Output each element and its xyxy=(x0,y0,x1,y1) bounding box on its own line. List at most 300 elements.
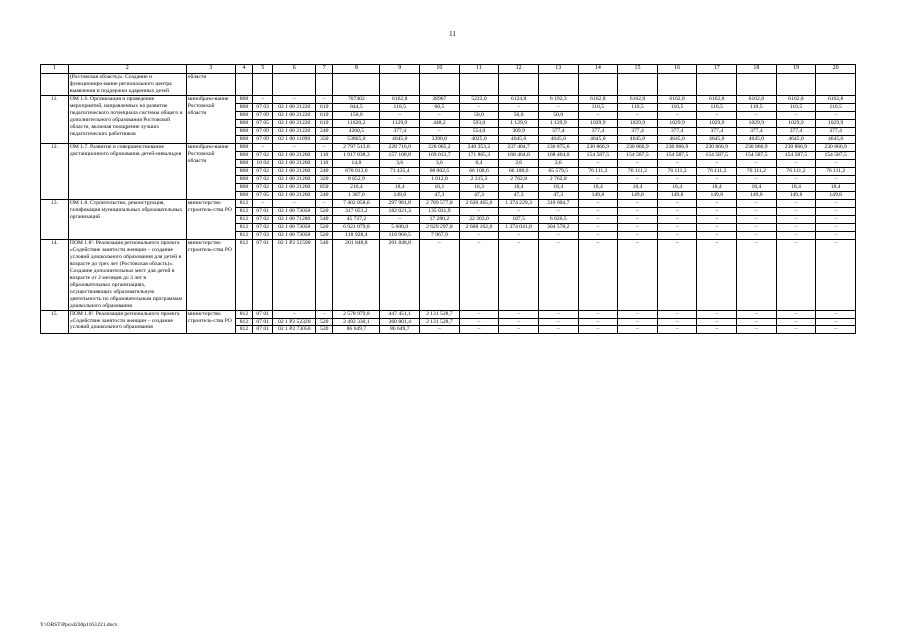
column-header: 8 xyxy=(333,65,380,74)
table-cell: – xyxy=(253,95,273,103)
column-header: 12 xyxy=(499,65,539,74)
table-cell: 2 762,8 xyxy=(538,175,578,183)
table-cell: – xyxy=(380,215,420,223)
table-cell: 168 464,0 xyxy=(499,151,539,159)
table-cell: 02 1 00 73050 xyxy=(273,223,316,231)
table-cell: – xyxy=(776,159,816,167)
table-cell: – xyxy=(618,207,658,215)
table-cell: 1 374 229,3 xyxy=(499,199,539,207)
table-cell: 812 xyxy=(235,326,252,334)
table-row xyxy=(41,143,856,151)
table-cell: 60,5 xyxy=(420,103,460,111)
table-cell: 808 xyxy=(235,127,252,135)
table-cell: 520 xyxy=(316,223,333,231)
table-cell: – xyxy=(499,310,539,318)
table-cell: – xyxy=(657,239,697,310)
row-executor: министерство строитель-ства РО xyxy=(186,199,235,239)
table-cell: 236 875,6 xyxy=(538,143,578,151)
table-cell: – xyxy=(776,199,816,207)
table-cell: 1 387,6 xyxy=(333,191,380,199)
table-cell xyxy=(538,74,578,96)
table-cell: 07 02 xyxy=(253,151,273,159)
row-executor: минобразо-вание Ростовской области xyxy=(186,143,235,199)
table-cell: 812 xyxy=(235,199,252,207)
table-cell: 135 031,9 xyxy=(420,207,460,215)
table-cell xyxy=(618,74,658,96)
table-cell: 540 xyxy=(316,215,333,223)
table-cell: 10 04 xyxy=(253,159,273,167)
column-header: 1 xyxy=(41,65,69,74)
table-cell: 02 1 00 73050 xyxy=(273,207,316,215)
table-cell xyxy=(273,74,316,96)
table-cell: – xyxy=(459,207,499,215)
table-cell: – xyxy=(657,326,697,334)
table-cell: 216,4 xyxy=(333,183,380,191)
table-cell: 149,8 xyxy=(697,191,737,199)
table-cell: 2 315,3 xyxy=(459,175,499,183)
table-cell: 02 1 00 21220 xyxy=(273,103,316,111)
table-cell: 4645,0 xyxy=(380,135,420,143)
table-cell: – xyxy=(578,111,618,119)
table-cell: – xyxy=(697,223,737,231)
table-cell: – xyxy=(618,215,658,223)
table-cell: 844,5 xyxy=(333,103,380,111)
table-cell: – xyxy=(737,223,777,231)
column-header: 2 xyxy=(68,65,186,74)
table-row xyxy=(41,239,856,310)
table-cell: 5222,0 xyxy=(459,95,499,103)
table-cell: 76 111,2 xyxy=(697,167,737,175)
table-cell: 6 026,5 xyxy=(538,215,578,223)
table-cell: 850 xyxy=(316,183,333,191)
table-cell: 07 02 xyxy=(253,167,273,175)
table-cell: 86 649,7 xyxy=(380,326,420,334)
table-cell: 118 928,4 xyxy=(333,231,380,239)
table-cell: – xyxy=(816,175,856,183)
table-cell: 309,9 xyxy=(499,127,539,135)
table-row xyxy=(41,199,856,207)
table-cell: 07 02 xyxy=(253,183,273,191)
table-cell: 228 716,0 xyxy=(380,143,420,151)
table-cell: 07 09 xyxy=(253,111,273,119)
table-cell: 07 02 xyxy=(253,223,273,231)
table-cell: – xyxy=(657,318,697,326)
table-cell: 812 xyxy=(235,231,252,239)
table-cell: 230 866,9 xyxy=(657,143,697,151)
table-cell: 154 587,5 xyxy=(816,151,856,159)
table-cell: 812 xyxy=(235,215,252,223)
table-cell: 18,4 xyxy=(697,183,737,191)
table-cell: – xyxy=(499,318,539,326)
table-cell: 110,5 xyxy=(578,103,618,111)
row-name: ОМ 1.8. Строительство, реконструкция, газификация муниципальных образовательных организаций xyxy=(68,199,186,239)
table-cell: – xyxy=(316,95,333,103)
table-cell: – xyxy=(618,326,658,334)
table-cell xyxy=(459,74,499,96)
table-cell: 149,8 xyxy=(657,191,697,199)
table-cell: 65 579,5 xyxy=(538,167,578,175)
table-cell: 610 xyxy=(316,103,333,111)
table-cell: 168 464,0 xyxy=(538,151,578,159)
row-name: ОМ 1.6. Организация и проведение мероприятий, направленных на развитие педагогического потенциала системы общего и дополнительного образования Ростовской области, включая поощрение лучших педагогических работников xyxy=(68,95,186,143)
table-cell: 4645,0 xyxy=(499,135,539,143)
table-cell: – xyxy=(499,207,539,215)
table-body xyxy=(41,74,856,334)
table-cell: – xyxy=(737,215,777,223)
row-name: ОМ 1.7. Развитие и совершенствование дистанционного образования детей-инвалидов xyxy=(68,143,186,199)
table-cell: 520 xyxy=(316,231,333,239)
table-cell: – xyxy=(380,175,420,183)
table-cell: – xyxy=(578,239,618,310)
table-cell: 2 608 162,0 xyxy=(459,223,499,231)
table-cell: 812 xyxy=(235,318,252,326)
table-cell: 149,8 xyxy=(816,191,856,199)
table-cell: 201 848,8 xyxy=(380,239,420,310)
table-cell: 07 05 xyxy=(253,119,273,127)
table-cell: – xyxy=(737,239,777,310)
column-header: 16 xyxy=(657,65,697,74)
table-cell: – xyxy=(737,199,777,207)
table-cell: 1 012,0 xyxy=(420,175,460,183)
table-cell: 6 921 079,8 xyxy=(333,223,380,231)
table-cell: 812 xyxy=(235,310,252,318)
table-cell: 610 xyxy=(316,119,333,127)
budget-table xyxy=(40,64,856,334)
table-cell xyxy=(333,74,380,96)
table-cell: 3,6 xyxy=(499,159,539,167)
table-cell: – xyxy=(618,231,658,239)
table-cell: 154 587,5 xyxy=(737,151,777,159)
table-cell: 237 404,7 xyxy=(499,143,539,151)
table-cell xyxy=(420,74,460,96)
table-cell xyxy=(816,74,856,96)
table-cell xyxy=(235,74,252,96)
table-cell: 76 111,2 xyxy=(816,167,856,175)
row-name: (Ростовская область)». Создание и функциониро-вание регионального центра выявления и поддержки одаренных детей xyxy=(68,74,186,96)
table-cell: – xyxy=(578,223,618,231)
table-cell: – xyxy=(499,239,539,310)
table-cell: 240 xyxy=(316,191,333,199)
table-cell: 5 000,0 xyxy=(380,223,420,231)
table-cell: 1 374 041,8 xyxy=(499,223,539,231)
table-cell: – xyxy=(816,215,856,223)
table-cell: 6162,8 xyxy=(578,95,618,103)
table-cell: – xyxy=(538,318,578,326)
table-cell: 3,6 xyxy=(420,159,460,167)
table-cell: 360 801,4 xyxy=(380,318,420,326)
table-cell: – xyxy=(273,199,316,207)
table-cell: 448,2 xyxy=(420,119,460,127)
table-cell: 76 111,2 xyxy=(578,167,618,175)
table-cell: – xyxy=(618,318,658,326)
table-cell: – xyxy=(776,111,816,119)
table-cell: – xyxy=(459,239,499,310)
table-cell: 149,8 xyxy=(578,191,618,199)
table-cell: – xyxy=(578,215,618,223)
table-cell: 320 xyxy=(316,175,333,183)
table-cell: – xyxy=(737,310,777,318)
table-cell: 812 xyxy=(235,239,252,310)
table-cell: 53865,0 xyxy=(333,135,380,143)
row-executor: минобразо-вание Ростовской области xyxy=(186,95,235,143)
table-cell: 110,5 xyxy=(776,103,816,111)
table-cell: 02 1 00 73050 xyxy=(273,231,316,239)
table-cell: 149,8 xyxy=(737,191,777,199)
table-cell: 808 xyxy=(235,143,252,151)
table-cell: – xyxy=(578,175,618,183)
table-cell: – xyxy=(816,223,856,231)
table-cell: 86 649,7 xyxy=(333,326,380,334)
table-cell: 110 xyxy=(316,151,333,159)
table-cell: 38967 xyxy=(420,95,460,103)
table-cell: 201 848,8 xyxy=(333,239,380,310)
table-cell: – xyxy=(657,159,697,167)
table-cell: – xyxy=(776,318,816,326)
table-cell: – xyxy=(316,310,333,318)
header-row xyxy=(41,65,856,74)
table-cell: 377,4 xyxy=(776,127,816,135)
table-cell: 812 xyxy=(235,223,252,231)
table-cell: 808 xyxy=(235,103,252,111)
column-header: 5 xyxy=(253,65,273,74)
table-cell: – xyxy=(273,95,316,103)
table-cell: 4645,0 xyxy=(578,135,618,143)
table-cell: 230 866,9 xyxy=(618,143,658,151)
table-cell: 6162,8 xyxy=(697,95,737,103)
table-cell: 297 981,8 xyxy=(380,199,420,207)
table-cell: 6162,8 xyxy=(816,95,856,103)
table-cell: 7 402 858,6 xyxy=(333,199,380,207)
row-executor: области xyxy=(186,74,235,96)
table-cell: 149,8 xyxy=(776,191,816,199)
table-cell: 1 129,9 xyxy=(499,119,539,127)
table-cell: – xyxy=(816,111,856,119)
table-cell: 154 587,5 xyxy=(776,151,816,159)
table-cell: 18,4 xyxy=(657,183,697,191)
table-cell: – xyxy=(459,103,499,111)
table-cell: 169 013,7 xyxy=(420,151,460,159)
table-cell: 11620,2 xyxy=(333,119,380,127)
table-cell: – xyxy=(578,318,618,326)
table-cell: – xyxy=(776,215,816,223)
table-cell: 18,4 xyxy=(499,183,539,191)
column-header: 3 xyxy=(186,65,235,74)
table-cell: 182 021,3 xyxy=(380,207,420,215)
table-cell: 18,4 xyxy=(776,183,816,191)
table-cell: 50,0 xyxy=(499,111,539,119)
table-cell: 47,3 xyxy=(459,191,499,199)
table-cell: 150,0 xyxy=(333,111,380,119)
table-cell: 18,4 xyxy=(578,183,618,191)
table-cell: 02 1 P2 73050 xyxy=(273,326,316,334)
table-cell: 110,5 xyxy=(737,103,777,111)
table-cell: – xyxy=(816,318,856,326)
table-cell: – xyxy=(459,310,499,318)
row-number: 15. xyxy=(41,310,69,334)
table-cell: 6 192,3 xyxy=(538,95,578,103)
table-cell: 4645,0 xyxy=(538,135,578,143)
table-cell: 02 1 00 21260 xyxy=(273,191,316,199)
table-cell: 228 005,2 xyxy=(420,143,460,151)
table-cell xyxy=(737,74,777,96)
table-cell: – xyxy=(816,231,856,239)
table-cell: 07 03 xyxy=(253,231,273,239)
table-cell: 66 108,6 xyxy=(499,167,539,175)
table-cell: 4645,0 xyxy=(657,135,697,143)
table-cell: 520 xyxy=(316,318,333,326)
table-cell: 377,4 xyxy=(697,127,737,135)
table-cell: – xyxy=(737,318,777,326)
table-cell: 50,0 xyxy=(538,111,578,119)
column-header: 6 xyxy=(273,65,316,74)
column-header: 17 xyxy=(697,65,737,74)
table-cell: 154 587,5 xyxy=(657,151,697,159)
table-cell: 4645,0 xyxy=(697,135,737,143)
table-cell: – xyxy=(816,239,856,310)
table-cell: – xyxy=(657,207,697,215)
table-cell: – xyxy=(499,103,539,111)
table-cell: 240 353,2 xyxy=(459,143,499,151)
table-cell xyxy=(776,74,816,96)
table-cell: 230 866,9 xyxy=(776,143,816,151)
table-cell: – xyxy=(776,175,816,183)
table-cell: – xyxy=(253,143,273,151)
table-cell: – xyxy=(578,231,618,239)
table-cell: 07 01 xyxy=(253,318,273,326)
table-cell: 18,4 xyxy=(538,183,578,191)
table-cell: 2 789 577,8 xyxy=(420,199,460,207)
table-cell: – xyxy=(697,310,737,318)
table-cell: 07 09 xyxy=(253,127,273,135)
table-cell: 68 002,5 xyxy=(420,167,460,175)
table-cell: 6162,8 xyxy=(776,95,816,103)
table-cell: 110,5 xyxy=(816,103,856,111)
table-cell: – xyxy=(273,310,316,318)
table-cell: 07 02 xyxy=(253,215,273,223)
table-cell: 377,4 xyxy=(618,127,658,135)
table-cell: – xyxy=(697,326,737,334)
table-cell: 707402 xyxy=(333,95,380,103)
row-executor: министерство строитель-ства РО xyxy=(186,239,235,310)
table-cell: 22 303,0 xyxy=(459,215,499,223)
table-cell: 18,4 xyxy=(618,183,658,191)
table-cell: 07 01 xyxy=(253,310,273,318)
table-cell: 154 587,5 xyxy=(697,151,737,159)
row-number: 14. xyxy=(41,239,69,310)
table-cell: – xyxy=(253,199,273,207)
table-cell: – xyxy=(737,111,777,119)
table-cell: 157 108,8 xyxy=(380,151,420,159)
table-cell: 16,1 xyxy=(420,183,460,191)
table-cell: 377,4 xyxy=(657,127,697,135)
table-cell: – xyxy=(776,310,816,318)
table-cell: 07 01 xyxy=(253,239,273,310)
table-cell: 540 xyxy=(316,239,333,310)
table-cell: – xyxy=(697,231,737,239)
table-cell: 02 1 P2 51590 xyxy=(273,239,316,310)
table-cell: – xyxy=(657,231,697,239)
table-cell xyxy=(253,74,273,96)
table-cell: 171 865,3 xyxy=(459,151,499,159)
table-cell: 1029,9 xyxy=(737,119,777,127)
table-cell: – xyxy=(657,223,697,231)
row-number: 12. xyxy=(41,143,69,199)
table-cell: – xyxy=(380,111,420,119)
table-cell: 02 1 P2 52320 xyxy=(273,318,316,326)
table-cell: – xyxy=(578,310,618,318)
table-cell: – xyxy=(578,199,618,207)
table-cell: 2 762,8 xyxy=(499,175,539,183)
table-cell: 230 866,9 xyxy=(816,143,856,151)
page-number: 11 xyxy=(449,30,456,38)
table-cell: – xyxy=(816,326,856,334)
table-cell: 07 03 xyxy=(253,103,273,111)
table-cell: 47,3 xyxy=(499,191,539,199)
table-cell: 45 737,2 xyxy=(333,215,380,223)
table-cell: 808 xyxy=(235,95,252,103)
table-cell: 593,0 xyxy=(459,119,499,127)
table-cell: 808 xyxy=(235,167,252,175)
table-cell: 610 xyxy=(316,111,333,119)
table-cell: – xyxy=(657,215,697,223)
column-header: 19 xyxy=(776,65,816,74)
table-cell: 2 578 979,8 xyxy=(333,310,380,318)
table-cell: 02 1 00 71280 xyxy=(273,215,316,223)
table-cell: 02 1 00 11090 xyxy=(273,135,316,143)
table-cell: 6162,8 xyxy=(618,95,658,103)
table-cell: – xyxy=(737,207,777,215)
table-cell: 3,6 xyxy=(538,159,578,167)
table-cell: – xyxy=(776,207,816,215)
table-cell: 4645,0 xyxy=(737,135,777,143)
table-cell: – xyxy=(816,199,856,207)
row-number xyxy=(41,74,69,96)
table-cell: 110,5 xyxy=(697,103,737,111)
table-row xyxy=(41,95,856,103)
table-cell: 02 1 00 21220 xyxy=(273,111,316,119)
table-cell: – xyxy=(618,310,658,318)
table-cell: 02 1 00 21220 xyxy=(273,119,316,127)
table-cell: 110,5 xyxy=(657,103,697,111)
table-cell: 1 917 038,3 xyxy=(333,151,380,159)
table-cell: – xyxy=(657,111,697,119)
table-cell: 02 1 00 21260 xyxy=(273,175,316,183)
table-cell: – xyxy=(499,231,539,239)
table-cell: – xyxy=(538,326,578,334)
table-cell: – xyxy=(618,111,658,119)
table-cell: – xyxy=(816,207,856,215)
table-cell: – xyxy=(316,199,333,207)
table-cell: 18,4 xyxy=(737,183,777,191)
table-cell: 76 111,2 xyxy=(737,167,777,175)
column-header: 20 xyxy=(816,65,856,74)
column-header: 13 xyxy=(538,65,578,74)
table-cell: – xyxy=(420,111,460,119)
table-cell: 149,8 xyxy=(380,191,420,199)
table-cell: 110,5 xyxy=(618,103,658,111)
table-cell: 304 578,2 xyxy=(538,223,578,231)
table-cell: – xyxy=(538,231,578,239)
table-cell: 317 053,2 xyxy=(333,207,380,215)
table-cell: – xyxy=(776,326,816,334)
table-cell: 4260,5 xyxy=(333,127,380,135)
table-cell: – xyxy=(737,231,777,239)
table-cell: 1 129,9 xyxy=(538,119,578,127)
table-cell: – xyxy=(697,175,737,183)
table-cell: 07 05 xyxy=(253,191,273,199)
table-cell: – xyxy=(538,207,578,215)
table-cell: 16,3 xyxy=(459,183,499,191)
